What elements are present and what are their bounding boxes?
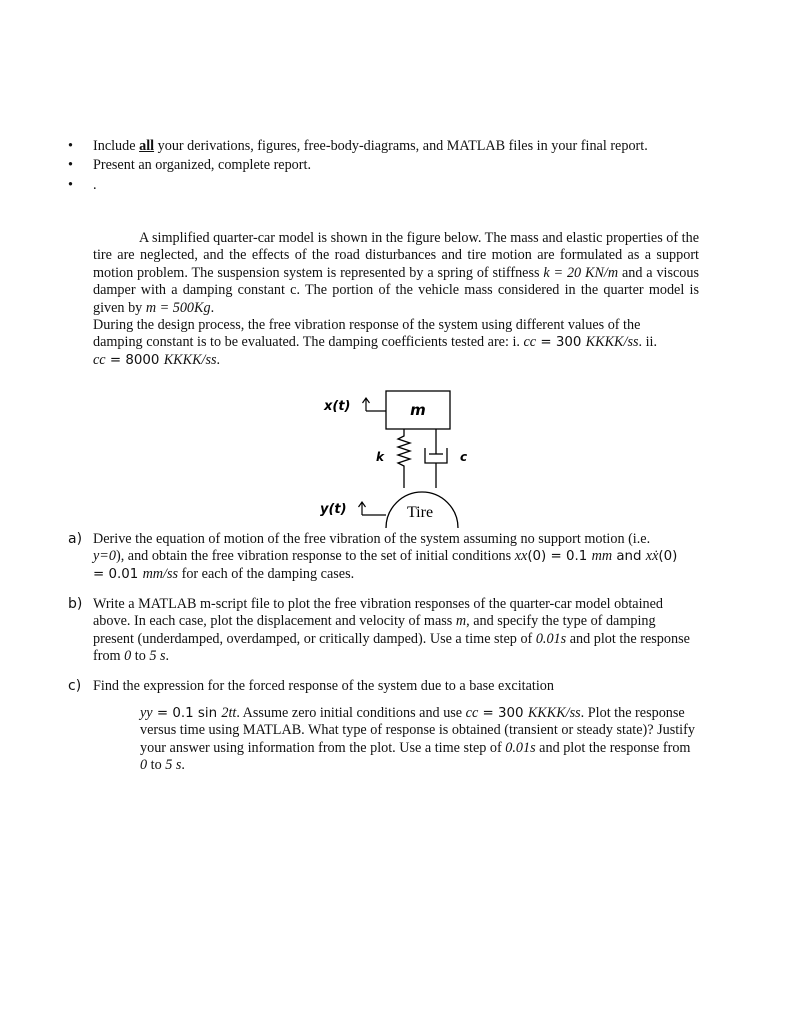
mass-label: m <box>410 401 426 419</box>
question-text-run: and <box>612 549 646 565</box>
math-unit: mm/ss <box>142 565 179 582</box>
instruction-emphasis: all <box>139 138 155 154</box>
math-value: = 300 <box>478 706 528 721</box>
question-label: c) <box>68 678 82 694</box>
question-text-run: , and specify the type of damping present (underdamped, overdamped, or critically damped). Use a time step of <box>93 613 656 647</box>
math-term: xẋ <box>645 548 659 565</box>
y-arrow-icon <box>359 502 387 515</box>
question-text-run: for each of the damping cases. <box>178 565 355 582</box>
question-b <box>68 596 698 666</box>
question-text-run: to <box>147 757 166 774</box>
damper-icon <box>425 429 447 488</box>
question-text-run: . <box>165 648 170 665</box>
intro-paragraph <box>93 230 699 317</box>
damping-symbol: cc <box>93 351 106 368</box>
mass-value: m = 500Kg <box>145 299 211 316</box>
question-text <box>93 531 683 583</box>
instruction-item <box>68 157 668 174</box>
intro-text: . <box>216 351 221 368</box>
question-text-run: . Plot the response versus time using MATLAB. What type of response is obtained (transient or steady state)? Justify your answer using information from the plot. Use a time step of <box>140 705 695 756</box>
math-value: (0) = 0.1 <box>527 549 592 565</box>
math-term: 5 s <box>165 757 182 774</box>
instruction-text: your derivations, figures, free-body-diagrams, and MATLAB files in your final report. <box>154 138 648 154</box>
x-arrow-icon <box>363 398 387 411</box>
intro-text: and a viscous damper with a damping constant c. The portion of the vehicle mass considered in the quarter model is given by <box>93 264 700 316</box>
spring-label: k <box>376 450 384 464</box>
intro-text: . <box>210 299 215 316</box>
question-label: b) <box>68 596 83 612</box>
intro-text: A simplified quarter-car model is shown in the figure below. The mass and elastic properties of the tire are neglected, and the effects of the road disturbances and tire motion are formulated as a support motion problem. The suspension system is represented by a spring of stiffness <box>93 230 699 281</box>
damper-label: c <box>460 450 468 464</box>
damping-unit: KKKK/ss <box>585 334 639 351</box>
intro-text: . ii. <box>638 334 658 351</box>
question-text-run: . Assume zero initial conditions and use <box>236 705 466 721</box>
question-label: a) <box>68 531 83 547</box>
instruction-list <box>68 138 668 194</box>
question-text-run: Derive the equation of motion of the free vibration of the system assuming no support motion (i.e. <box>93 531 651 547</box>
intro-text: During the design process, the free vibration response of the system using different values of the damping constant is to be evaluated. The damping coefficients tested are: i. <box>93 317 641 351</box>
instruction-text: Include <box>93 138 140 154</box>
x-displacement-label: x(t) <box>324 399 351 414</box>
question-text-run: and plot the response from <box>93 630 690 665</box>
math-value: = 0.1 sin <box>152 706 222 721</box>
question-text: Find the expression for the forced response of the system due to a base excitation <box>93 678 554 694</box>
instruction-text: Present an organized, complete report. <box>93 157 311 174</box>
math-term: y=0 <box>93 548 116 565</box>
damping-value: = 300 <box>536 335 586 351</box>
question-a <box>68 531 698 583</box>
math-unit: mm <box>591 548 613 565</box>
problem-statement <box>93 230 699 369</box>
bullet-icon: • <box>68 138 73 154</box>
bullet-icon: • <box>68 157 73 174</box>
math-unit: KKKK/ss <box>527 705 581 721</box>
damping-value: = 8000 <box>105 352 164 368</box>
math-value: (0) = 0.01 <box>93 549 678 582</box>
math-term: 2tt <box>221 705 237 721</box>
stiffness-value: k = 20 KN/m <box>543 264 619 281</box>
math-term: yy <box>140 705 153 721</box>
instruction-text: . <box>93 176 97 193</box>
question-text-run: ), and obtain the free vibration response to the set of initial conditions <box>115 548 515 565</box>
math-term: 5 s <box>149 648 166 665</box>
math-term: xx <box>514 548 528 565</box>
math-term: 0 <box>124 648 132 665</box>
question-c <box>68 678 698 695</box>
math-term: cc <box>465 705 479 721</box>
question-text-run: . <box>181 757 185 774</box>
design-paragraph <box>93 317 658 369</box>
damping-symbol: cc <box>523 334 537 351</box>
spring-icon <box>398 429 410 488</box>
instruction-item <box>68 138 668 155</box>
question-text <box>93 596 693 666</box>
math-term: 0.01s <box>505 739 536 756</box>
tire-label: Tire <box>406 504 434 521</box>
question-text-run: and plot the response from <box>535 739 691 756</box>
quarter-car-figure <box>300 380 500 530</box>
question-text-run: to <box>131 648 150 665</box>
bullet-icon: • <box>68 176 73 193</box>
instruction-item <box>68 177 668 194</box>
math-term: 0.01s <box>535 630 567 647</box>
question-text-run: Write a MATLAB m-script file to plot the free vibration responses of the quarter-car model obtained above. In each case, plot the displacement and velocity of mass <box>93 596 664 630</box>
math-term: 0 <box>140 757 148 774</box>
damping-unit: KKKK/ss <box>163 351 217 368</box>
math-term: m <box>455 613 467 630</box>
y-displacement-label: y(t) <box>320 502 347 517</box>
question-c-detail <box>140 705 700 775</box>
